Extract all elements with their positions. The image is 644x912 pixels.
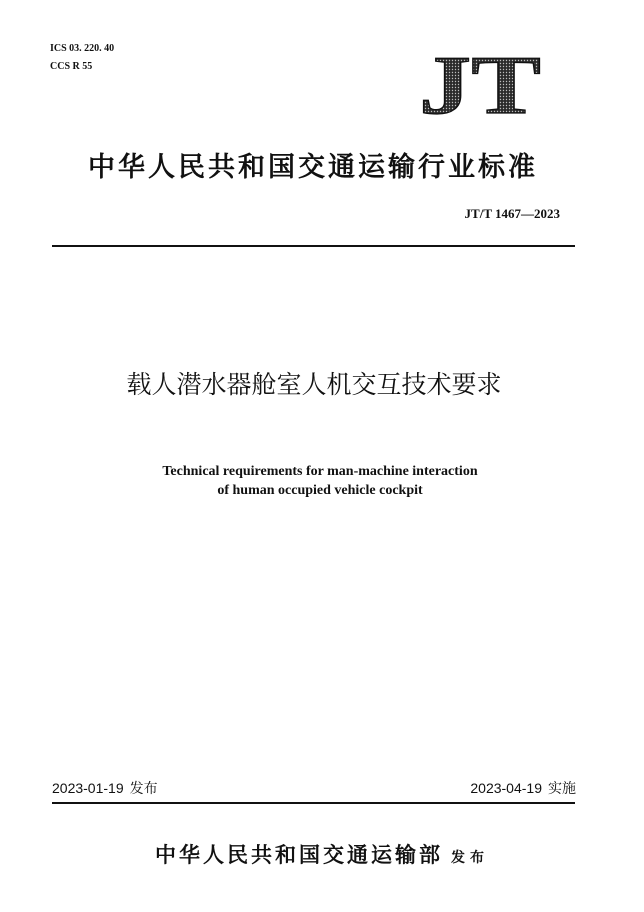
bottom-divider bbox=[52, 802, 575, 804]
chinese-title: 载人潜水器舱室人机交互技术要求 bbox=[126, 370, 502, 399]
footer-publish-label: 发布 bbox=[451, 850, 489, 866]
implement-date-line bbox=[470, 779, 576, 797]
logo-letters: JT bbox=[419, 53, 541, 117]
implement-date: 2023-04-19 bbox=[470, 780, 542, 796]
jt-logo bbox=[418, 53, 542, 117]
implement-label: 实施 bbox=[548, 780, 576, 796]
publish-date: 2023-01-19 bbox=[52, 780, 124, 796]
ccs-code: CCS R 55 bbox=[50, 61, 93, 72]
standard-number: JT/T 1467—2023 bbox=[464, 206, 560, 221]
issuing-authority: 中华人民共和国交通运输部 bbox=[155, 843, 443, 867]
footer-issuer bbox=[0, 840, 644, 870]
publish-label: 发布 bbox=[129, 780, 158, 796]
english-title-line-2: of human occupied vehicle cockpit bbox=[217, 483, 423, 498]
ics-code: ICS 03. 220. 40 bbox=[50, 43, 115, 54]
top-divider bbox=[52, 245, 575, 247]
english-title-line-1: Technical requirements for man-machine interaction bbox=[162, 464, 478, 479]
issuer-title: 中华人民共和国交通运输行业标准 bbox=[88, 152, 538, 183]
publish-date-line bbox=[52, 779, 158, 797]
